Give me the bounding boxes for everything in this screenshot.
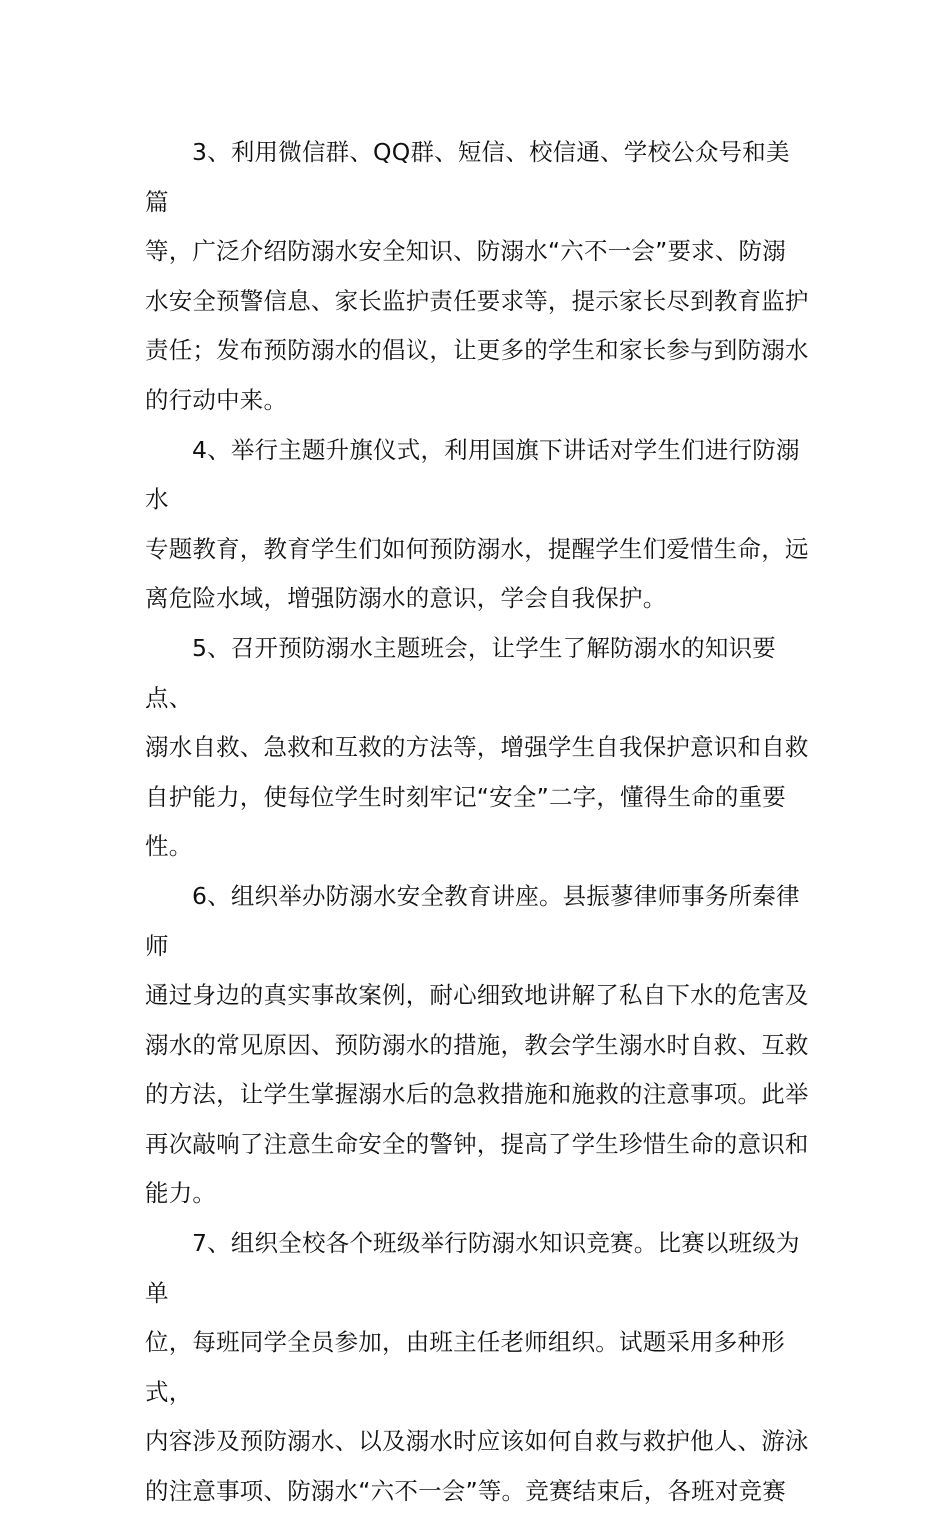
paragraph-item-3: 3、利用微信群、QQ群、短信、校信通、学校公众号和美篇 等，广泛介绍防溺水安全知识、防溺水“六不一会”要求、防溺 水安全预警信息、家长监护责任要求等，提示家长尽到教育监护 责任；发布预防溺水的倡议，让更多的学生和家长参与到防溺水 的行动中来。: [145, 138, 809, 414]
paragraph-item-7: 7、组织全校各个班级举行防溺水知识竞赛。比赛以班级为单 位，每班同学全员参加，由班主任老师组织。试题采用多种形式， 内容涉及预防溺水、以及溺水时应该如何自救与救护他人、游泳 的注意事项、防溺水“六不一会”等。竞赛结束后，各班对竞赛: [145, 1229, 809, 1506]
paragraph-item-6: 6、组织举办防溺水安全教育讲座。县振蓼律师事务所秦律师 通过身边的真实事故案例，耐心细致地讲解了私自下水的危害及 溺水的常见原因、预防溺水的措施，教会学生溺水时自救、互救 的方法，让学生掌握溺水后的急救措施和施救的注意事项。此举 再次敲响了注意生命安全的警钟，提高了学生珍惜生命的意识和 能力。: [145, 881, 809, 1208]
document-body: [145, 128, 809, 1517]
paragraph-item-5: 5、召开预防溺水主题班会，让学生了解防溺水的知识要点、 溺水自救、急救和互救的方法等，增强学生自我保护意识和自救 自护能力，使每位学生时刻牢记“安全”二字，懂得生命的重要 性。: [145, 633, 809, 861]
paragraph-item-4: 4、举行主题升旗仪式，利用国旗下讲话对学生们进行防溺水 专题教育，教育学生们如何预防溺水，提醒学生们爱惜生命，远 离危险水域，增强防溺水的意识，学会自我保护。: [145, 435, 809, 613]
